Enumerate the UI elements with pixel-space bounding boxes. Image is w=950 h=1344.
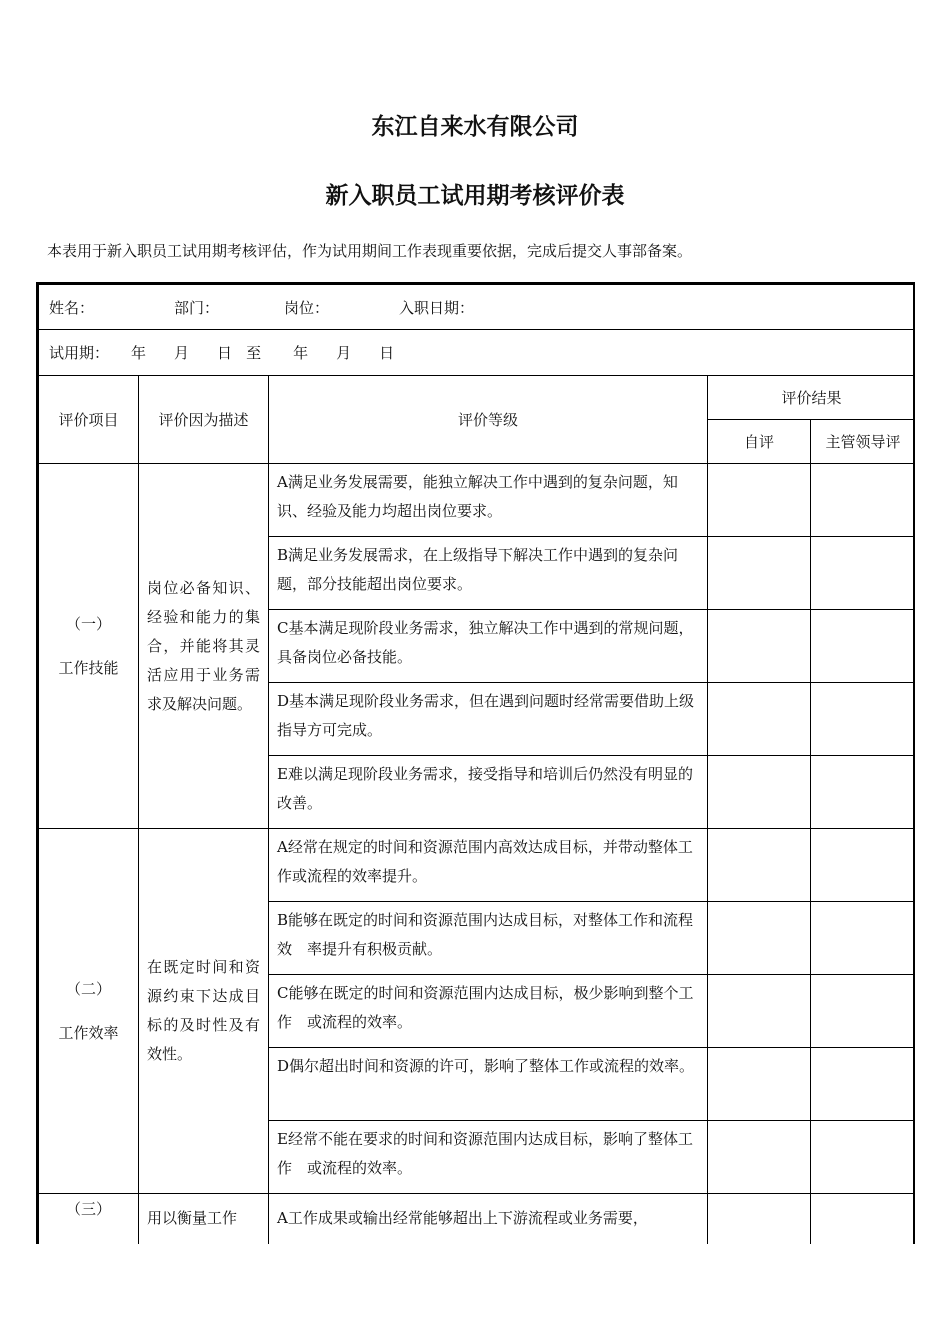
evaluation-form xyxy=(36,282,915,1244)
post-label: 岗位： xyxy=(284,298,330,317)
probation-period-row xyxy=(39,330,916,376)
grade-option: E经常不能在要求的时间和资源范围内达成目标，影响了整体工作 或流程的效率。 xyxy=(269,1121,708,1194)
form-title: 新入职员工试用期考核评价表 xyxy=(325,183,625,209)
employee-info-row xyxy=(39,285,916,330)
self-score-cell[interactable] xyxy=(708,610,811,683)
section-number: （二） xyxy=(65,980,111,998)
start-year-label: 年 xyxy=(131,344,147,362)
self-score-cell[interactable] xyxy=(708,1048,811,1121)
section-description: 用以衡量工作 xyxy=(139,1194,269,1245)
grade-option: A经常在规定的时间和资源范围内高效达成目标，并带动整体工作或流程的效率提升。 xyxy=(269,829,708,902)
grade-option: D基本满足现阶段业务需求，但在遇到问题时经常需要借助上级指导方可完成。 xyxy=(269,683,708,756)
self-score-cell[interactable] xyxy=(708,975,811,1048)
header-result: 评价结果 xyxy=(708,376,916,420)
supervisor-score-cell[interactable] xyxy=(811,610,916,683)
intro-text: 本表用于新入职员工试用期考核评估，作为试用期间工作表现重要依据，完成后提交人事部备案。 xyxy=(47,242,693,260)
self-score-cell[interactable] xyxy=(708,756,811,829)
supervisor-score-cell[interactable] xyxy=(811,464,916,537)
grade-option: B满足业务发展需求，在上级指导下解决工作中遇到的复杂问题，部分技能超出岗位要求。 xyxy=(269,537,708,610)
supervisor-score-cell[interactable] xyxy=(811,902,916,975)
supervisor-score-cell[interactable] xyxy=(811,683,916,756)
self-score-cell[interactable] xyxy=(708,537,811,610)
supervisor-score-cell[interactable] xyxy=(811,537,916,610)
entry-date-label: 入职日期： xyxy=(399,298,475,317)
end-year-label: 年 xyxy=(293,344,309,362)
company-name: 东江自来水有限公司 xyxy=(371,114,579,140)
supervisor-score-cell[interactable] xyxy=(811,1121,916,1194)
self-score-cell[interactable] xyxy=(708,464,811,537)
probation-label: 试用期： xyxy=(49,344,110,362)
to-label: 至 xyxy=(246,344,262,362)
header-factor: 评价因为描述 xyxy=(139,376,269,464)
section-item-work-skill xyxy=(39,464,139,829)
grade-option: C能够在既定的时间和资源范围内达成目标，极少影响到整个工作 或流程的效率。 xyxy=(269,975,708,1048)
self-score-cell[interactable] xyxy=(708,902,811,975)
start-day-label: 日 xyxy=(217,344,233,362)
grade-option: A满足业务发展需要，能独立解决工作中遇到的复杂问题，知识、经验及能力均超出岗位要求。 xyxy=(269,464,708,537)
section-name: 工作效率 xyxy=(58,1024,119,1042)
evaluation-table xyxy=(38,284,915,1244)
header-grade: 评价等级 xyxy=(269,376,708,464)
start-month-label: 月 xyxy=(174,344,190,362)
self-score-cell[interactable] xyxy=(708,1121,811,1194)
grade-option: C基本满足现阶段业务需求，独立解决工作中遇到的常规问题，具备岗位必备技能。 xyxy=(269,610,708,683)
name-label: 姓名： xyxy=(49,298,95,317)
header-supervisor-evaluation: 主管领导评 xyxy=(811,420,916,464)
section-description: 在既定时间和资源约束下达成目标的及时性及有效性。 xyxy=(139,829,269,1194)
header-item: 评价项目 xyxy=(39,376,139,464)
end-month-label: 月 xyxy=(336,344,352,362)
section-name: 工作技能 xyxy=(58,659,119,677)
section-item-work-efficiency xyxy=(39,829,139,1194)
section-number: （三） xyxy=(39,1194,139,1245)
grade-option: B能够在既定的时间和资源范围内达成目标，对整体工作和流程效 率提升有积极贡献。 xyxy=(269,902,708,975)
section-number: （一） xyxy=(65,615,111,633)
supervisor-score-cell[interactable] xyxy=(811,756,916,829)
grade-option: A工作成果或输出经常能够超出上下游流程或业务需要， xyxy=(269,1194,708,1245)
grade-option: E难以满足现阶段业务需求，接受指导和培训后仍然没有明显的改善。 xyxy=(269,756,708,829)
supervisor-score-cell[interactable] xyxy=(811,1048,916,1121)
self-score-cell[interactable] xyxy=(708,829,811,902)
grade-option: D偶尔超出时间和资源的许可，影响了整体工作或流程的效率。 xyxy=(269,1048,708,1121)
section-description: 岗位必备知识、经验和能力的集合，并能将其灵活应用于业务需求及解决问题。 xyxy=(139,464,269,829)
self-score-cell[interactable] xyxy=(708,683,811,756)
header-self-evaluation: 自评 xyxy=(708,420,811,464)
supervisor-score-cell[interactable] xyxy=(811,829,916,902)
supervisor-score-cell[interactable] xyxy=(811,975,916,1048)
self-score-cell[interactable] xyxy=(708,1194,811,1245)
department-label: 部门： xyxy=(174,298,220,317)
supervisor-score-cell[interactable] xyxy=(811,1194,916,1245)
end-day-label: 日 xyxy=(379,344,395,362)
